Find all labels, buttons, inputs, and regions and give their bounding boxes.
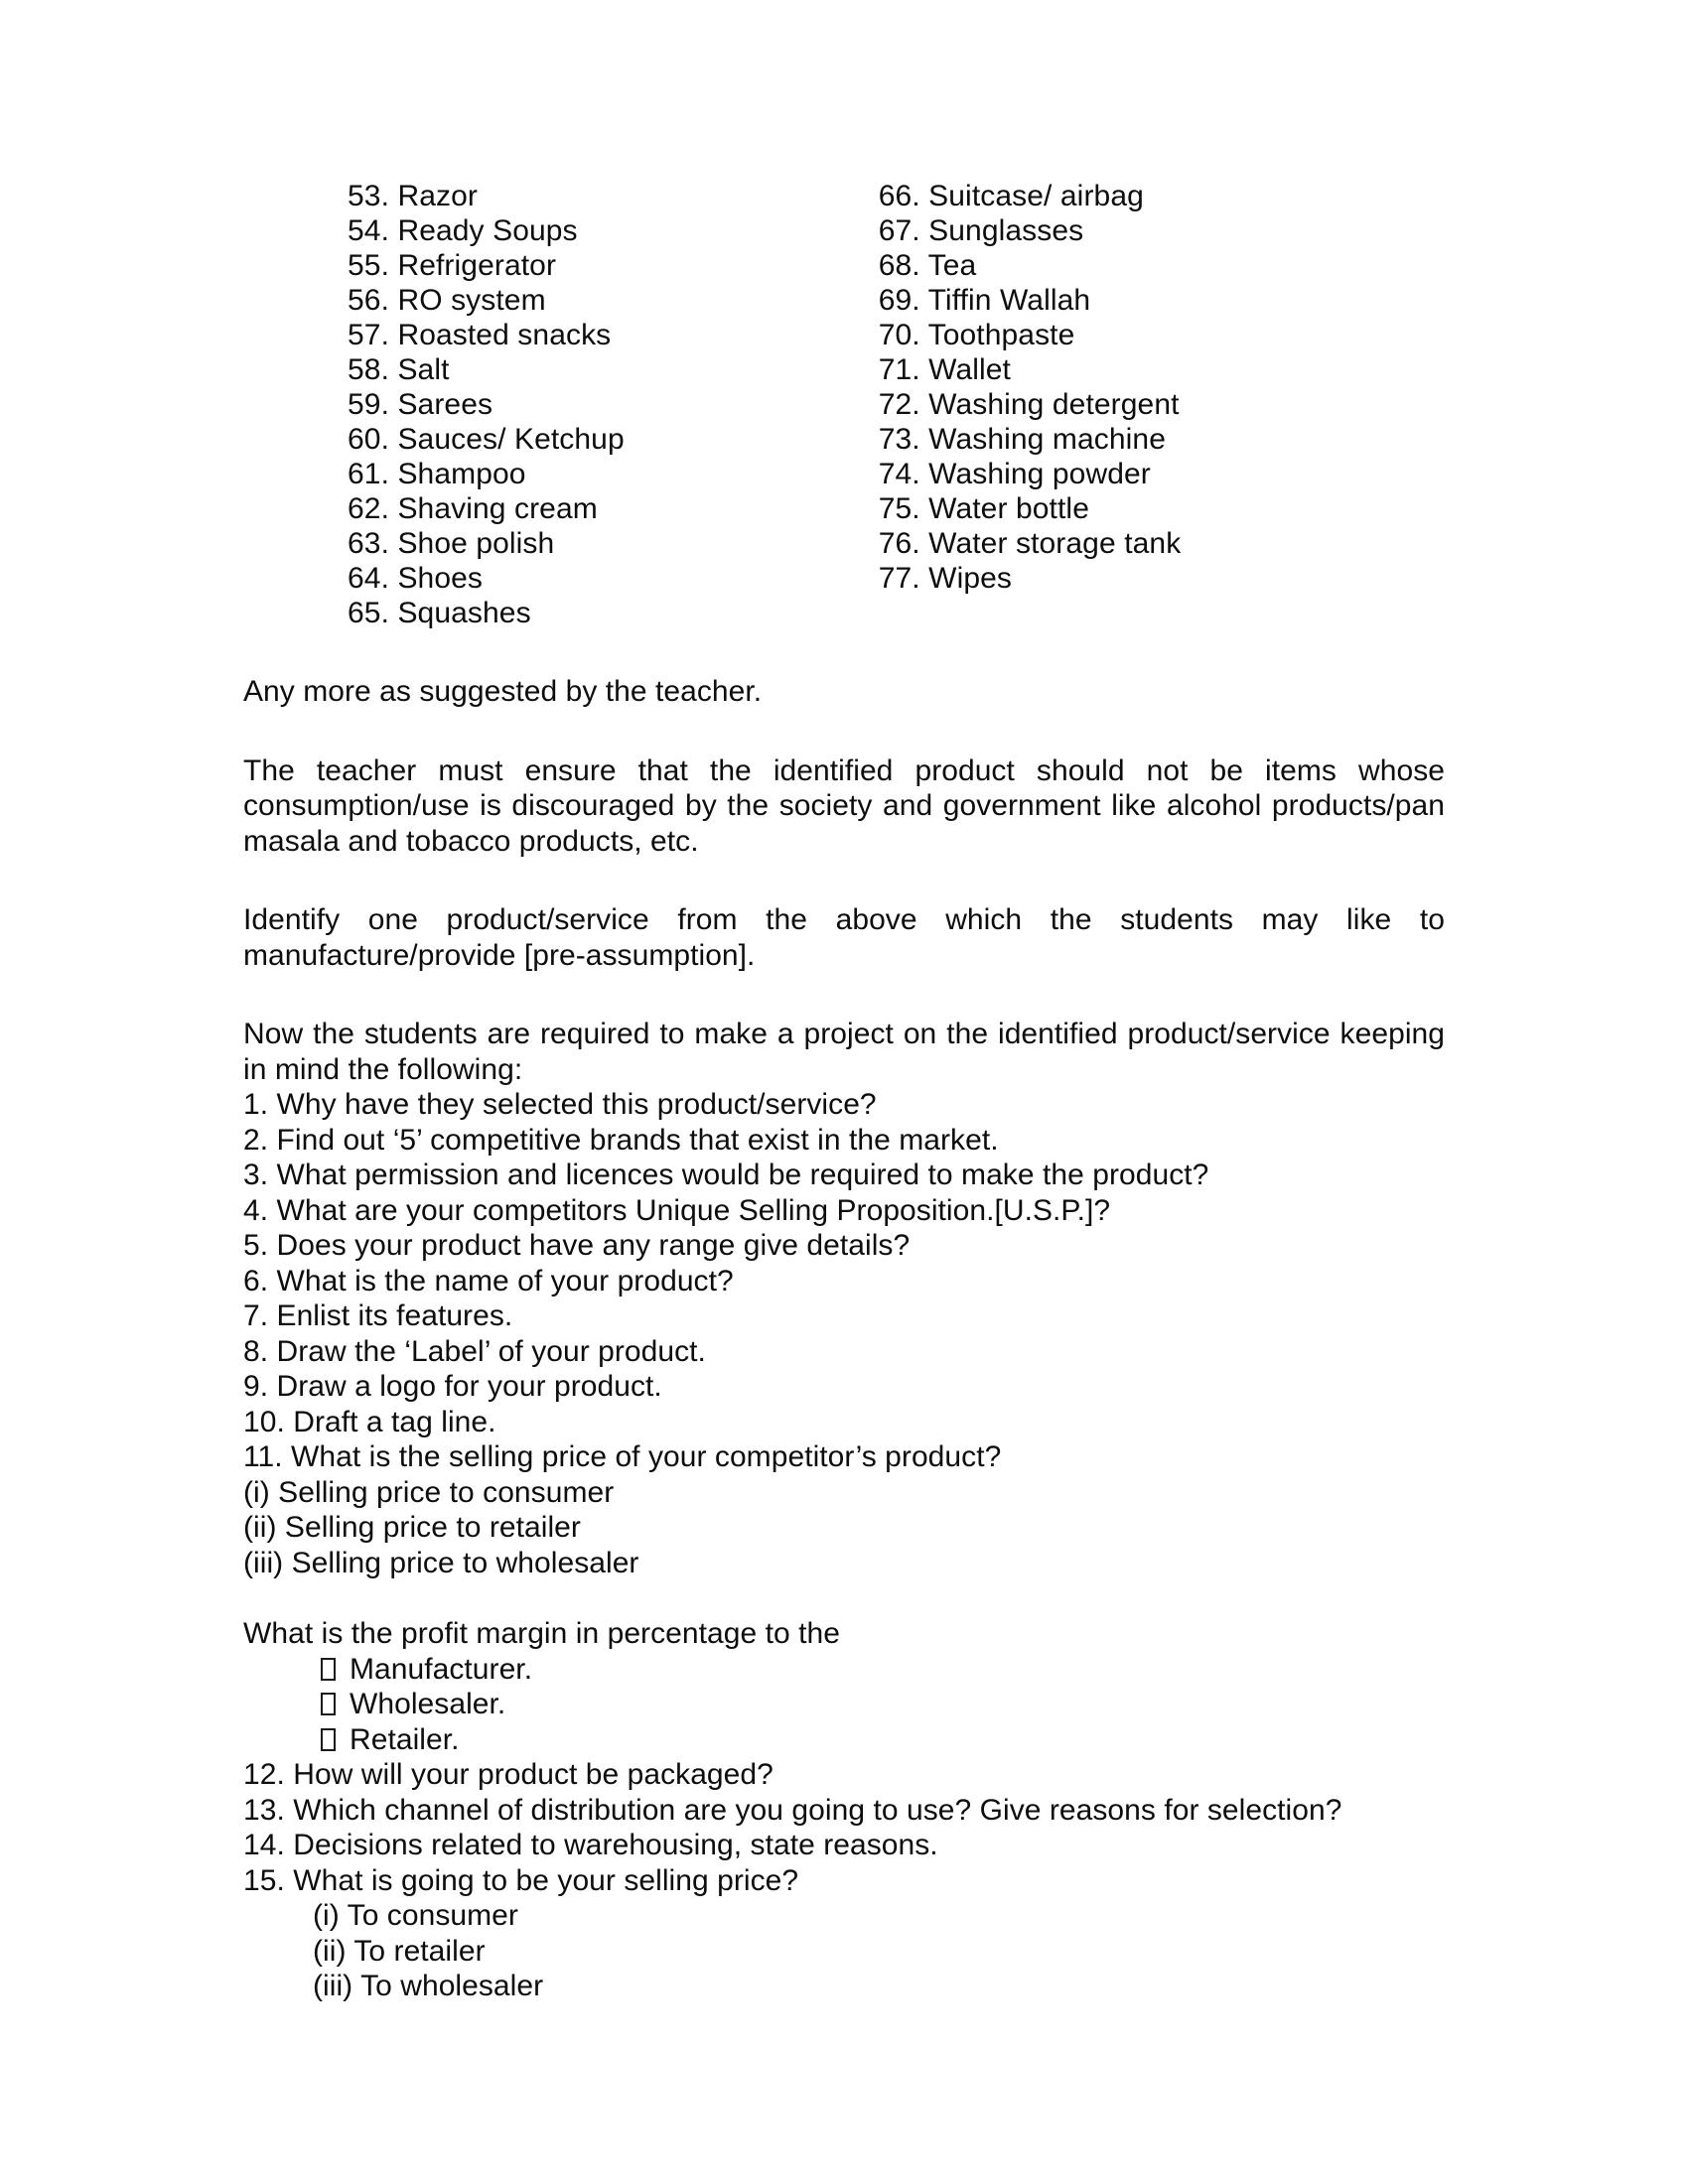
question-item: 3. What permission and licences would be required to make the product?: [243, 1159, 1209, 1191]
paragraph-identify-product: Identify one product/service from the above which the students may like to manufacture/provide [pre-assumption].: [243, 903, 1445, 972]
sub-item: (iii) Selling price to wholesaler: [243, 1546, 639, 1579]
list-item: 60. Sauces/ Ketchup: [348, 423, 625, 456]
sub-item: (i) Selling price to consumer: [243, 1475, 615, 1509]
product-list-right-column: [791, 179, 1445, 596]
product-list-left-column: [243, 179, 791, 630]
list-item: 75. Water bottle: [878, 492, 1089, 525]
question-item: 1. Why have they selected this product/service?: [243, 1088, 877, 1121]
list-item: 76. Water storage tank: [878, 527, 1182, 560]
profit-margin-item: [243, 1722, 1445, 1758]
question-item: 15. What is going to be your selling price?: [243, 1863, 799, 1897]
spacer: [243, 1580, 1445, 1616]
list-item: 55. Refrigerator: [348, 249, 557, 282]
paragraph-teacher-ensure: The teacher must ensure that the identified product should not be items whose consumption/use is discouraged by the society and government like alcohol products/pan masala and tobacco products, etc.: [243, 753, 1445, 858]
list-item: 74. Washing powder: [878, 458, 1151, 490]
box-bullet-icon: [321, 1728, 336, 1751]
profit-margin-item-label: Retailer.: [350, 1722, 460, 1756]
list-item: 57. Roasted snacks: [348, 319, 612, 351]
spacer: [243, 859, 1445, 902]
list-item: 70. Toothpaste: [878, 319, 1075, 351]
list-item: 64. Shoes: [348, 562, 484, 595]
profit-margin-item: [243, 1687, 1445, 1722]
profit-margin-item-label: Wholesaler.: [350, 1688, 506, 1720]
box-bullet-icon: [321, 1693, 336, 1715]
question-item: 13. Which channel of distribution are you going to use? Give reasons for selection?: [243, 1793, 1342, 1827]
list-item: 62. Shaving cream: [348, 492, 598, 525]
list-item: 72. Washing detergent: [878, 388, 1180, 421]
document-content: [243, 179, 1445, 2004]
list-item: 68. Tea: [878, 249, 977, 282]
list-item: 65. Squashes: [348, 597, 531, 629]
sub-item: (ii) To retailer: [313, 1934, 486, 1968]
list-item: 63. Shoe polish: [348, 527, 555, 560]
list-item: 58. Salt: [348, 353, 450, 386]
question-item: 10. Draft a tag line.: [243, 1405, 496, 1438]
question-item: 4. What are your competitors Unique Selling Proposition.[U.S.P.]?: [243, 1193, 1111, 1227]
list-item: 69. Tiffin Wallah: [878, 284, 1091, 317]
list-item: 56. RO system: [348, 284, 546, 317]
list-item: 66. Suitcase/ airbag: [878, 180, 1144, 212]
list-item: 67. Sunglasses: [878, 214, 1084, 247]
question-item: 11. What is the selling price of your competitor’s product?: [243, 1440, 1002, 1473]
question-item: 14. Decisions related to warehousing, state reasons.: [243, 1829, 938, 1861]
sub-item: (ii) Selling price to retailer: [243, 1511, 581, 1544]
box-bullet-icon: [321, 1658, 336, 1681]
question-item: 12. How will your product be packaged?: [243, 1758, 774, 1791]
profit-margin-item: [243, 1652, 1445, 1688]
question-item: 6. What is the name of your product?: [243, 1264, 734, 1297]
list-item: 53. Razor: [348, 180, 478, 212]
sub-item: (iii) To wholesaler: [313, 1970, 544, 2002]
question-item: 2. Find out ‘5’ competitive brands that exist in the market.: [243, 1123, 999, 1157]
spacer: [243, 630, 1445, 674]
question-item: 5. Does your product have any range give details?: [243, 1229, 911, 1262]
list-item: 59. Sarees: [348, 388, 493, 421]
profit-margin-heading: What is the profit margin in percentage to the: [243, 1617, 840, 1650]
paragraph-now-students: Now the students are required to make a project on the identified product/service keeping in mind the following:: [243, 1018, 1445, 1086]
question-item: 7. Enlist its features.: [243, 1299, 513, 1332]
list-item: 61. Shampoo: [348, 458, 526, 490]
spacer: [243, 710, 1445, 753]
list-item: 73. Washing machine: [878, 423, 1166, 456]
product-list-section: [243, 179, 1445, 630]
profit-margin-item-label: Manufacturer.: [350, 1652, 533, 1686]
list-item: 71. Wallet: [878, 353, 1011, 386]
question-item: 8. Draw the ‘Label’ of your product.: [243, 1334, 706, 1368]
question-item: 9. Draw a logo for your product.: [243, 1370, 662, 1403]
spacer: [243, 973, 1445, 1017]
list-item: 54. Ready Soups: [348, 214, 578, 247]
note-any-more: Any more as suggested by the teacher.: [243, 675, 763, 708]
list-item: 77. Wipes: [878, 562, 1013, 595]
sub-item: (i) To consumer: [313, 1899, 518, 1932]
